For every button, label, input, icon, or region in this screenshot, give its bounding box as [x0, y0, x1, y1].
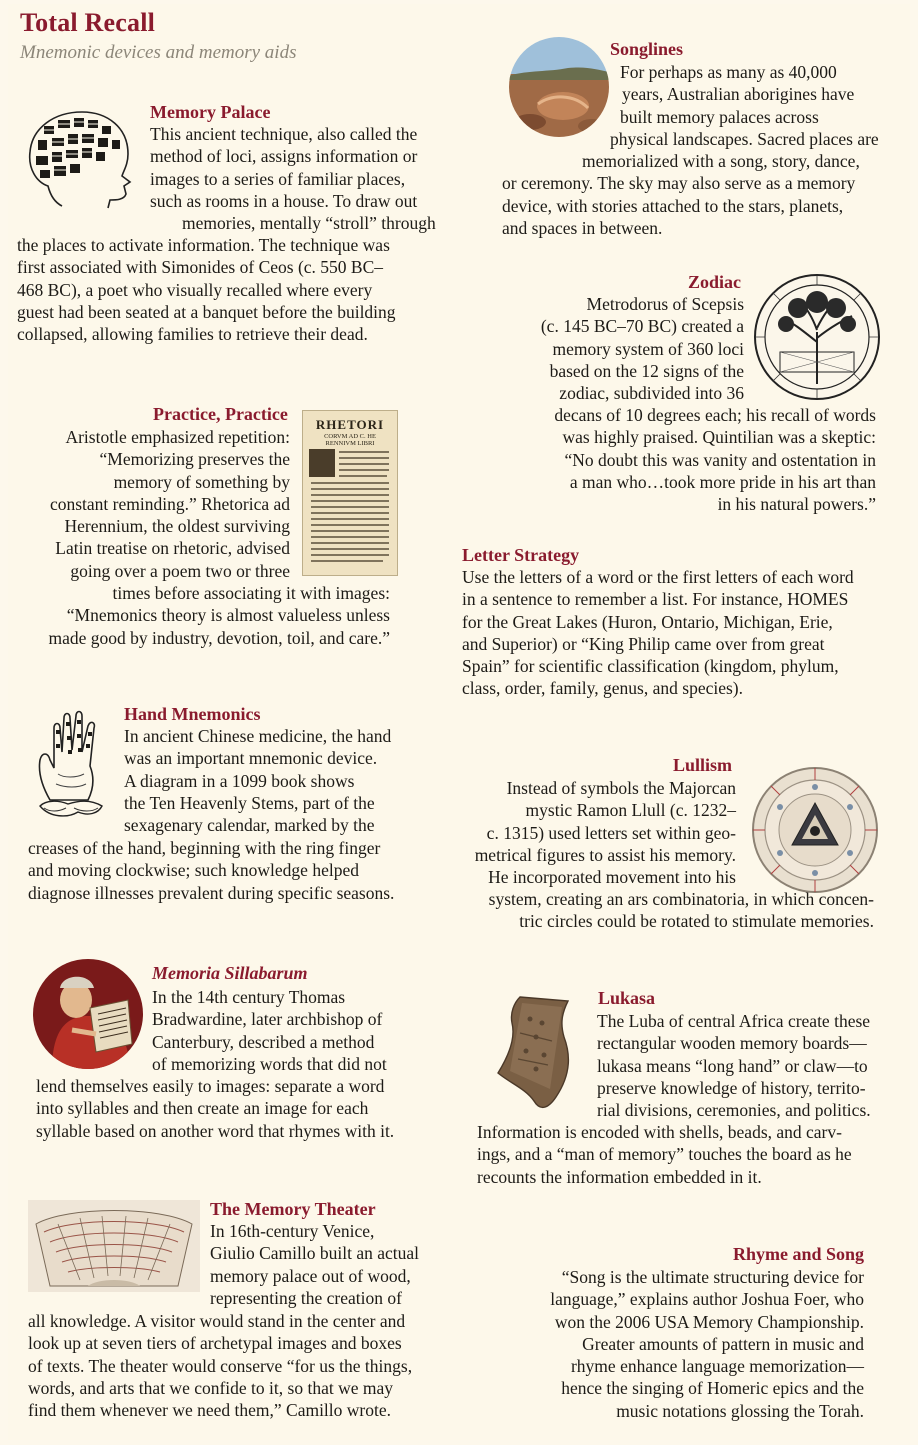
- letter-strategy-text: [462, 566, 854, 700]
- text-line: such as rooms in a house. To draw out: [150, 190, 418, 211]
- memory-theater-drawing: [28, 1200, 200, 1292]
- lukasa-title: Lukasa: [598, 988, 656, 1008]
- text-line: and moving clockwise; such knowledge helped: [28, 860, 359, 881]
- theater-text: [210, 1220, 419, 1309]
- text-line: was an important mnemonic device.: [124, 748, 378, 769]
- text-line: was highly praised. Quintilian was a skeptic:: [562, 427, 876, 448]
- text-line: going over a poem two or three: [70, 560, 290, 581]
- text-line: Spain” for scientific classification (kingdom, phylum,: [462, 656, 839, 677]
- rhetorica-book-page: [302, 410, 398, 576]
- entry-letter-strategy: [462, 544, 579, 566]
- entry-sillabarum: [152, 962, 308, 984]
- songlines-title: Songlines: [610, 39, 684, 59]
- entry-lullism: [673, 754, 732, 776]
- text-line: memory system of 360 loci: [552, 338, 744, 359]
- text-line: images to a series of familiar places,: [150, 168, 406, 189]
- text-line: Instead of symbols the Majorcan: [506, 778, 736, 798]
- text-line: in a sentence to remember a list. For instance, HOMES: [462, 589, 849, 610]
- text-line: all knowledge. A visitor would stand in the center and: [28, 1311, 406, 1331]
- text-line: times before associating it with images:: [112, 583, 390, 603]
- text-line: ings, and a “man of memory” touches the board as he: [477, 1144, 852, 1165]
- lullian-circle-diagram: [750, 765, 880, 895]
- text-line: preserve knowledge of history, territo-: [597, 1077, 866, 1098]
- entry-hand: [124, 703, 261, 725]
- entry-practice: [153, 403, 288, 425]
- text-line: In ancient Chinese medicine, the hand: [124, 726, 392, 746]
- zodiac-text-full: [480, 404, 876, 515]
- text-line: collapsed, allowing families to retrieve their dead.: [17, 324, 368, 345]
- text-line: Giulio Camillo built an actual: [210, 1243, 419, 1264]
- lukasa-memory-board: [490, 993, 584, 1113]
- text-line: In the 14th century Thomas: [152, 987, 346, 1007]
- hand-text: [124, 725, 391, 836]
- lukasa-text-full: [477, 1121, 852, 1188]
- text-line: rhyme enhance language memorization—: [570, 1356, 864, 1377]
- entry-theater: [210, 1198, 376, 1220]
- theater-text-full: [28, 1310, 412, 1421]
- book-body-text: [309, 449, 393, 573]
- text-line: memories, mentally “stroll” through: [182, 213, 436, 234]
- text-line: For perhaps as many as 40,000: [620, 62, 837, 82]
- text-line: Metrodorus of Scepsis: [586, 294, 744, 314]
- text-line: representing the creation of: [210, 1287, 402, 1308]
- text-line: system, creating an ars combinatoria, in which concen-: [488, 889, 874, 909]
- text-line: hence the singing of Homeric epics and the: [561, 1378, 864, 1399]
- text-line: tric circles could be rotated to stimulate memories.: [519, 911, 874, 932]
- lullism-text-full: [440, 888, 874, 933]
- theater-title: The Memory Theater: [210, 1199, 376, 1219]
- text-line: first associated with Simonides of Ceos (c. 550 BC–: [17, 257, 384, 278]
- text-line: and spaces in between.: [502, 218, 663, 239]
- text-line: Latin treatise on rhetoric, advised: [55, 538, 290, 559]
- rhyme-title: Rhyme and Song: [732, 1244, 864, 1264]
- text-line: the places to activate information. The technique was: [17, 235, 390, 255]
- text-line: guest had been seated at a banquet before the building: [17, 301, 396, 322]
- entry-zodiac: [688, 271, 741, 293]
- text-line: look up at seven tiers of archetypal images and boxes: [28, 1333, 402, 1354]
- text-line: memory of something by: [113, 471, 290, 492]
- text-line: lend themselves easily to images: separate a word: [36, 1076, 385, 1096]
- text-line: built memory palaces across: [620, 106, 819, 127]
- text-line: won the 2006 USA Memory Championship.: [554, 1311, 864, 1332]
- entry-songlines: [610, 38, 683, 60]
- sillabarum-text-full: [36, 1075, 394, 1142]
- text-line: made good by industry, devotion, toil, and care.”: [48, 627, 390, 648]
- text-line: the Ten Heavenly Stems, part of the: [124, 792, 375, 813]
- phrenology-head-illustration: [24, 106, 136, 214]
- page-title: Total Recall: [20, 8, 156, 37]
- practice-title: Practice, Practice: [153, 404, 288, 424]
- text-line: diagnose illnesses prevalent during specific seasons.: [28, 882, 395, 903]
- text-line: Information is encoded with shells, beads, and carv-: [477, 1122, 842, 1142]
- hand-diagram-illustration: [28, 702, 114, 826]
- text-line: device, with stories attached to the stars, planets,: [502, 195, 844, 216]
- text-line: “Mnemonics theory is almost valueless unless: [66, 605, 390, 626]
- text-line: words, and arts that we confide to it, so that we may: [28, 1377, 393, 1398]
- text-line: Bradwardine, later archbishop of: [152, 1009, 383, 1030]
- text-line: of texts. The theater would conserve “for us the things,: [28, 1355, 413, 1376]
- text-line: This ancient technique, also called the: [150, 124, 418, 144]
- memory-palace-text-full: [17, 234, 396, 345]
- songlines-text: [502, 61, 889, 239]
- zodiac-title: Zodiac: [688, 272, 742, 292]
- text-line: lukasa means “long hand” or claw—to: [597, 1055, 868, 1076]
- page-subtitle: Mnemonic devices and memory aids: [20, 42, 297, 63]
- text-line: Greater amounts of pattern in music and: [582, 1333, 864, 1354]
- text-line: metrical figures to assist his memory.: [474, 844, 736, 865]
- text-line: method of loci, assigns information or: [150, 146, 418, 167]
- text-line: into syllables and then create an image for each: [36, 1098, 369, 1119]
- text-line: sexagenary calendar, marked by the: [124, 815, 375, 836]
- text-line: syllable based on another word that rhymes with it.: [36, 1120, 395, 1141]
- text-line: based on the 12 signs of the: [549, 360, 744, 381]
- text-line: or ceremony. The sky may also serve as a memory: [502, 173, 856, 194]
- text-line: “No doubt this was vanity and ostentation in: [564, 449, 876, 470]
- text-line: in his natural powers.”: [717, 494, 876, 515]
- text-line: “Song is the ultimate structuring device for: [561, 1267, 864, 1287]
- text-line: class, order, family, genus, and species).: [462, 678, 743, 699]
- text-line: Canterbury, described a method: [152, 1031, 375, 1052]
- book-title-line: CORVM AD C. HE: [324, 433, 376, 440]
- text-line: creases of the hand, beginning with the ring finger: [28, 838, 381, 858]
- hand-text-full: [28, 837, 394, 904]
- memory-palace-text: [150, 123, 436, 234]
- zodiac-text: [520, 293, 744, 404]
- text-line: A diagram in a 1099 book shows: [124, 770, 355, 791]
- text-line: years, Australian aborigines have: [622, 84, 855, 105]
- text-line: Aristotle emphasized repetition:: [65, 427, 290, 447]
- lukasa-text: [597, 1010, 871, 1121]
- text-line: decans of 10 degrees each; his recall of words: [554, 405, 876, 425]
- practice-text: [30, 426, 290, 582]
- lullism-title: Lullism: [673, 755, 733, 775]
- text-line: rial divisions, ceremonies, and politics.: [597, 1100, 871, 1121]
- text-line: and Superior) or “King Philip came over from great: [462, 633, 825, 654]
- text-line: c. 1315) used letters set within geo-: [486, 822, 736, 843]
- sillabarum-text: [152, 986, 387, 1075]
- text-line: He incorporated movement into his: [488, 867, 736, 888]
- rhyme-text: [480, 1266, 864, 1422]
- text-line: The Luba of central Africa create these: [597, 1011, 871, 1031]
- text-line: memorialized with a song, story, dance,: [582, 151, 860, 172]
- entry-lukasa: [598, 987, 655, 1009]
- text-line: rectangular wooden memory boards—: [597, 1033, 867, 1054]
- text-line: mystic Ramon Llull (c. 1232–: [525, 800, 736, 821]
- hand-title: Hand Mnemonics: [124, 704, 261, 724]
- entry-memory-palace: [150, 101, 270, 123]
- text-line: In 16th-century Venice,: [210, 1221, 375, 1241]
- sillabarum-title: Memoria Sillabarum: [152, 963, 308, 983]
- text-line: language,” explains author Joshua Foer, who: [550, 1289, 864, 1310]
- text-line: physical landscapes. Sacred places are: [610, 128, 879, 149]
- text-line: for the Great Lakes (Huron, Ontario, Michigan, Erie,: [462, 611, 833, 632]
- lullism-text: [450, 777, 736, 888]
- zodiac-engraving: [752, 272, 882, 402]
- text-line: recounts the information embedded in it.: [477, 1166, 762, 1187]
- entry-rhyme: [600, 1243, 864, 1265]
- text-line: constant reminding.” Rhetorica ad: [49, 493, 290, 514]
- text-line: 468 BC), a poet who visually recalled where every: [17, 279, 373, 300]
- book-title-line: RHETORI: [315, 417, 385, 432]
- text-line: “Memorizing preserves the: [99, 449, 290, 470]
- text-line: a man who…took more pride in his art than: [569, 471, 876, 492]
- text-line: (c. 145 BC–70 BC) created a: [540, 316, 744, 337]
- bradwardine-portrait: [32, 958, 144, 1070]
- text-line: of memorizing words that did not: [152, 1053, 387, 1074]
- book-title-line: RENNIVM LIBRI: [325, 440, 375, 447]
- text-line: memory palace out of wood,: [210, 1265, 411, 1286]
- text-line: Use the letters of a word or the first letters of each word: [462, 567, 854, 587]
- text-line: find them whenever we need them,” Camillo wrote.: [28, 1400, 392, 1421]
- text-line: music notations glossing the Torah.: [616, 1400, 864, 1421]
- text-line: Herennium, the oldest surviving: [64, 516, 290, 537]
- practice-text-full: [20, 582, 390, 649]
- memory-palace-title: Memory Palace: [150, 102, 271, 122]
- letter-strategy-title: Letter Strategy: [462, 545, 580, 565]
- text-line: zodiac, subdivided into 36: [559, 383, 744, 404]
